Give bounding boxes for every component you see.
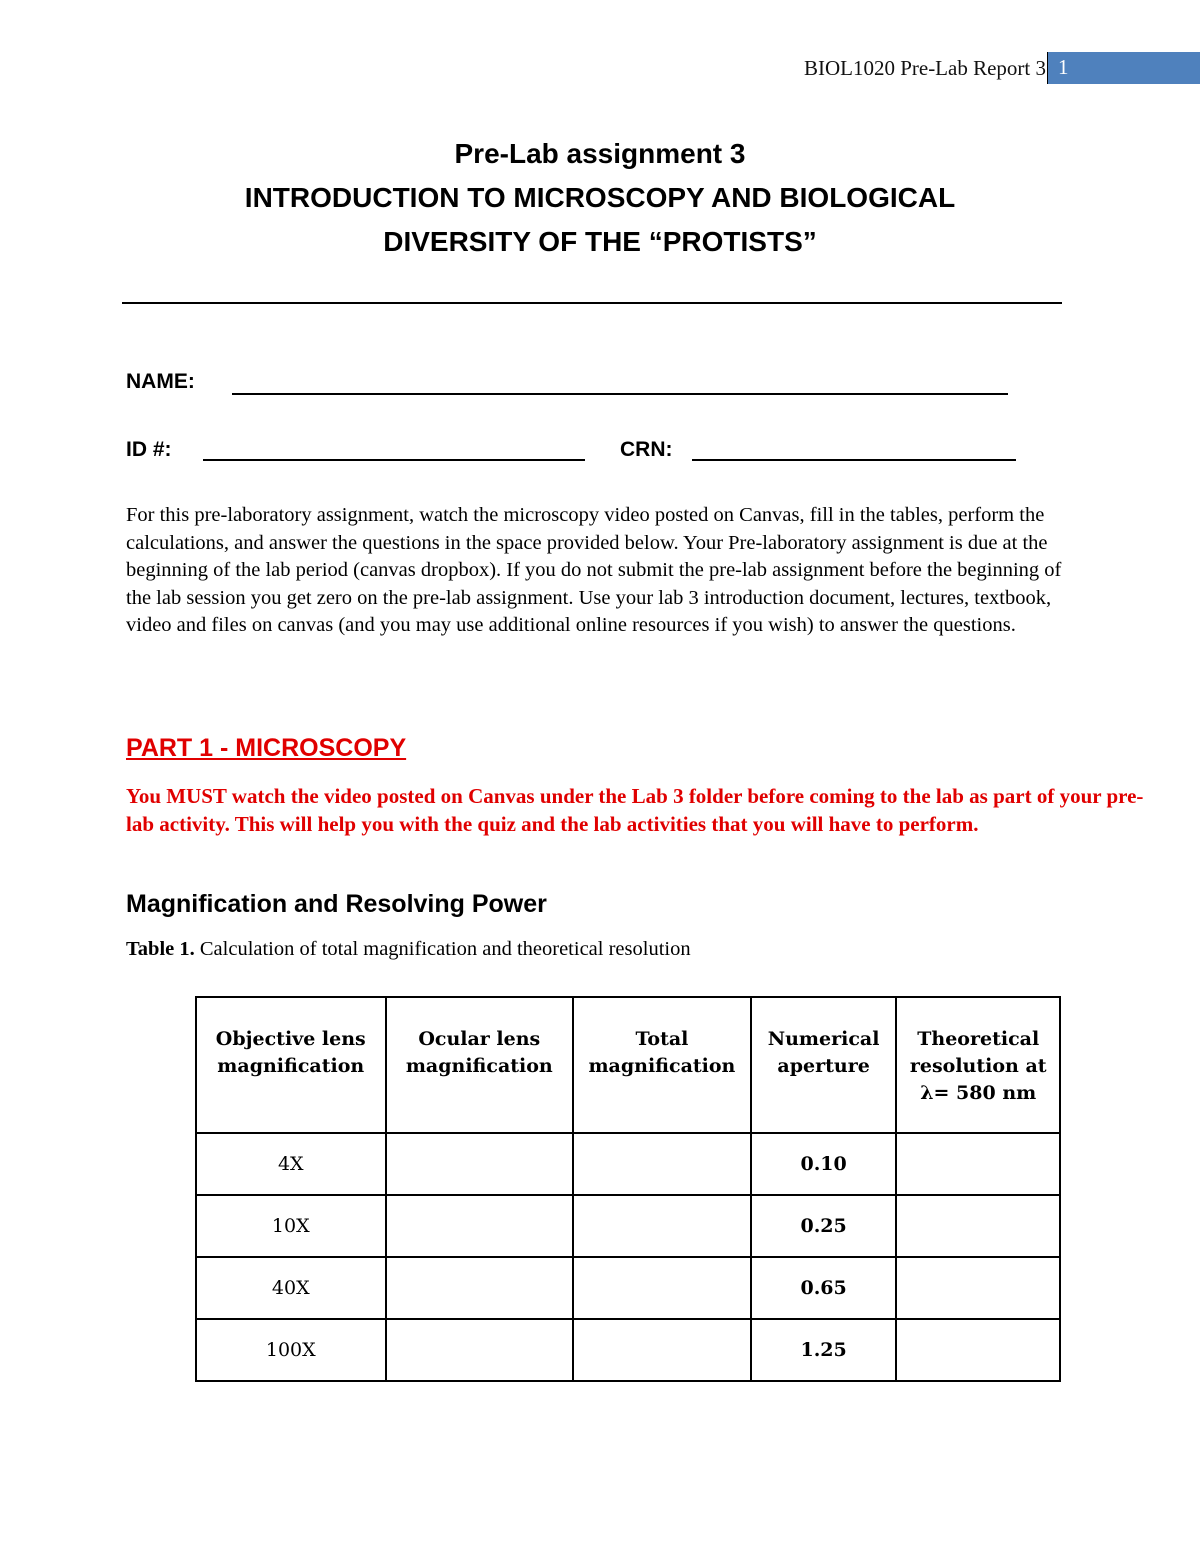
resolution-cell[interactable] <box>896 1195 1060 1257</box>
aperture-cell: 0.65 <box>751 1257 897 1319</box>
total-cell[interactable] <box>573 1257 751 1319</box>
ocular-cell[interactable] <box>386 1195 574 1257</box>
title-line-3: DIVERSITY OF THE “PROTISTS” <box>383 226 817 257</box>
table-caption-text: Calculation of total magnification and theoretical resolution <box>194 938 691 960</box>
ocular-cell[interactable] <box>386 1319 574 1381</box>
table-row <box>196 1257 1060 1319</box>
id-label: ID #: <box>126 438 172 461</box>
part-1-heading: PART 1 - MICROSCOPY <box>126 734 407 762</box>
header-aperture: Numerical aperture <box>751 997 897 1133</box>
page-number-badge <box>1048 52 1200 84</box>
name-field[interactable] <box>232 393 1008 395</box>
crn-label: CRN: <box>620 438 673 461</box>
aperture-cell: 1.25 <box>751 1319 897 1381</box>
title-line-1: Pre-Lab assignment 3 <box>454 138 746 169</box>
resolution-cell[interactable] <box>896 1319 1060 1381</box>
objective-cell: 100X <box>196 1319 386 1381</box>
aperture-cell: 0.25 <box>751 1195 897 1257</box>
table-caption <box>126 938 691 961</box>
document-title <box>0 132 1200 264</box>
crn-field[interactable] <box>692 459 1016 461</box>
objective-cell: 4X <box>196 1133 386 1195</box>
resolution-cell[interactable] <box>896 1133 1060 1195</box>
ocular-cell[interactable] <box>386 1257 574 1319</box>
running-title: BIOL1020 Pre-Lab Report 3 <box>803 56 1046 80</box>
header-resolution: Theoretical resolution at λ= 580 nm <box>896 997 1060 1133</box>
magnification-table <box>195 996 1061 1382</box>
table-row <box>196 1133 1060 1195</box>
title-line-2: INTRODUCTION TO MICROSCOPY AND BIOLOGICAL <box>244 182 956 213</box>
title-divider <box>122 302 1062 304</box>
ocular-cell[interactable] <box>386 1133 574 1195</box>
page-number: 1 <box>1058 55 1069 79</box>
table-header-row <box>196 997 1060 1133</box>
total-cell[interactable] <box>573 1319 751 1381</box>
page-header <box>760 52 1200 84</box>
header-total: Total magnification <box>573 997 751 1133</box>
objective-cell: 40X <box>196 1257 386 1319</box>
table-row <box>196 1195 1060 1257</box>
table-caption-label: Table 1. <box>126 938 195 960</box>
id-field[interactable] <box>203 459 585 461</box>
section-heading: Magnification and Resolving Power <box>126 890 547 918</box>
total-cell[interactable] <box>573 1195 751 1257</box>
name-label: NAME: <box>126 370 195 393</box>
objective-cell: 10X <box>196 1195 386 1257</box>
resolution-cell[interactable] <box>896 1257 1060 1319</box>
aperture-cell: 0.10 <box>751 1133 897 1195</box>
table-row <box>196 1319 1060 1381</box>
header-ocular: Ocular lens magnification <box>386 997 574 1133</box>
header-objective: Objective lens magnification <box>196 997 386 1133</box>
total-cell[interactable] <box>573 1133 751 1195</box>
instructions-paragraph: For this pre-laboratory assignment, watch the microscopy video posted on Canvas, fill in the tables, perform the calculations, and answer the questions in the space provided below. Your Pre-laboratory assignment is due at the beginning of the lab period (canvas dropbox). If you do not submit the pre-lab assignment before the beginning of the lab session you get zero on the pre-lab assignment. Use your lab 3 introduction document, lectures, textbook, video and files on canvas (and you may use additional online resources if you wish) to answer the questions. <box>126 504 1062 637</box>
video-warning: You MUST watch the video posted on Canvas under the Lab 3 folder before coming to the lab as part of your pre-lab activity. This will help you with the quiz and the lab activities that you will have to perform. <box>126 784 1144 836</box>
